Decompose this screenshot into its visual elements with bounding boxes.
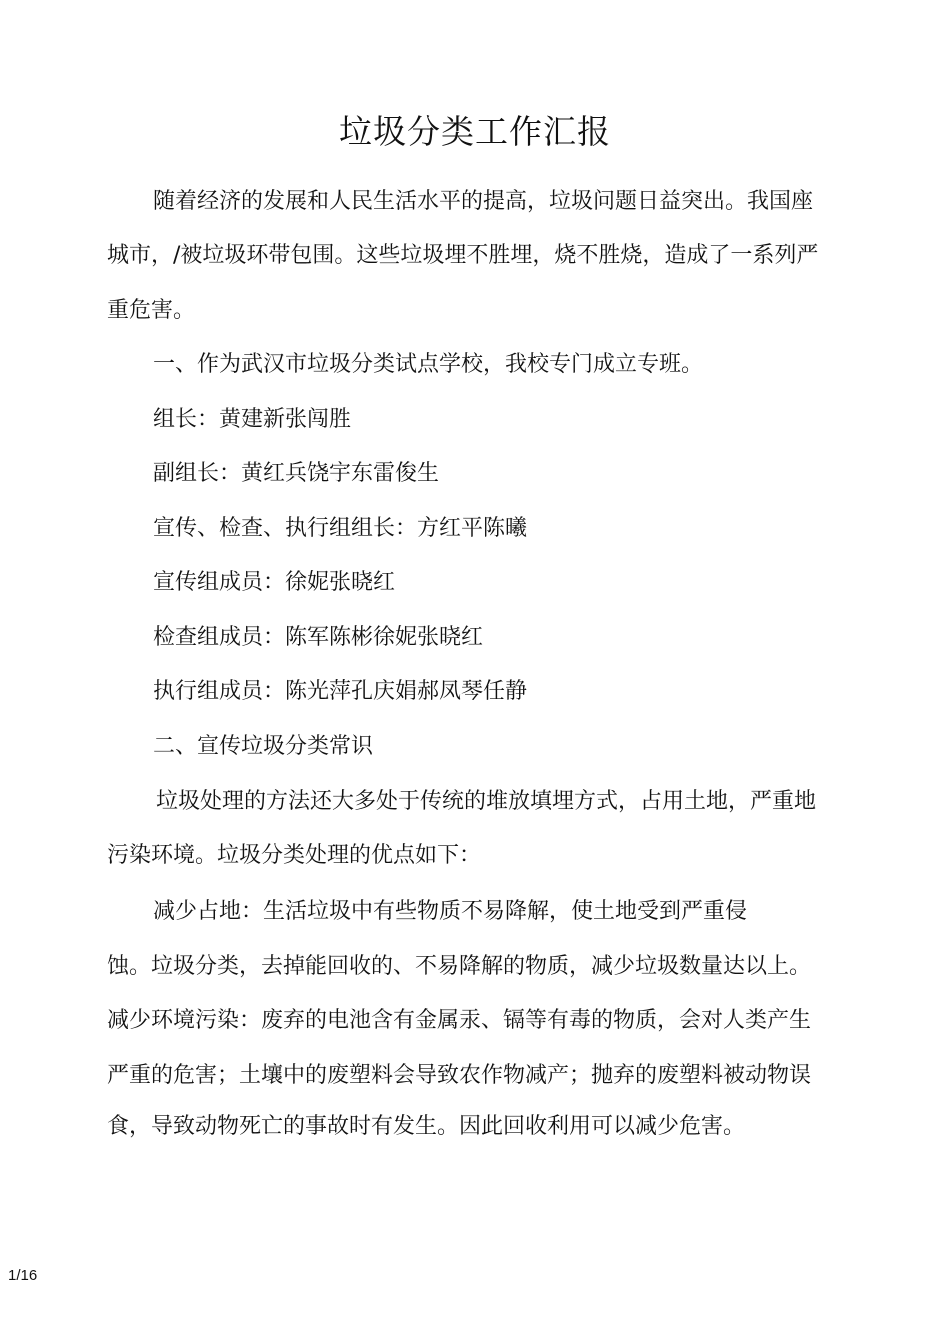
body-line-15: 蚀。垃圾分类，去掉能回收的、不易降解的物质，减少垃圾数量达以上。 [107, 954, 812, 979]
document-title: 垃圾分类工作汇报 [339, 112, 611, 151]
execution-members-line: 执行组成员：陈光萍孔庆娟郝凤琴任静 [153, 679, 528, 704]
section-heading-2: 二、宣传垃圾分类常识 [153, 734, 374, 759]
team-leader-line: 组长：黄建新张闯胜 [153, 407, 352, 432]
body-line-14: 减少占地：生活垃圾中有些物质不易降解，使土地受到严重侵 [153, 899, 748, 924]
body-line-2: 城市，/被垃圾环带包围。这些垃圾埋不胜埋，烧不胜烧，造成了一系列严 [107, 243, 819, 268]
inspection-members-line: 检查组成员：陈军陈彬徐妮张晓红 [153, 625, 484, 650]
body-line-3: 重危害。 [107, 298, 196, 323]
body-line-12: 垃圾处理的方法还大多处于传统的堆放填埋方式，占用土地，严重地 [156, 789, 817, 814]
group-leaders-line: 宣传、检查、执行组组长：方红平陈曦 [153, 516, 528, 541]
body-line-13: 污染环境。垃圾分类处理的优点如下： [107, 843, 482, 868]
body-line-16: 减少环境污染：废弃的电池含有金属汞、镉等有毒的物质，会对人类产生 [107, 1008, 812, 1033]
body-line-17: 严重的危害；土壤中的废塑料会导致农作物减产；抛弃的废塑料被动物误 [107, 1063, 812, 1088]
body-line-18: 食，导致动物死亡的事故时有发生。因此回收利用可以减少危害。 [107, 1114, 746, 1139]
publicity-members-line: 宣传组成员：徐妮张晓红 [153, 570, 396, 595]
body-line-1: 随着经济的发展和人民生活水平的提高，垃圾问题日益突出。我国座 [153, 189, 814, 214]
deputy-leader-line: 副组长：黄红兵饶宇东雷俊生 [153, 461, 440, 486]
page-number: 1/16 [8, 1267, 38, 1284]
section-heading-1: 一、作为武汉市垃圾分类试点学校，我校专门成立专班。 [153, 352, 704, 377]
